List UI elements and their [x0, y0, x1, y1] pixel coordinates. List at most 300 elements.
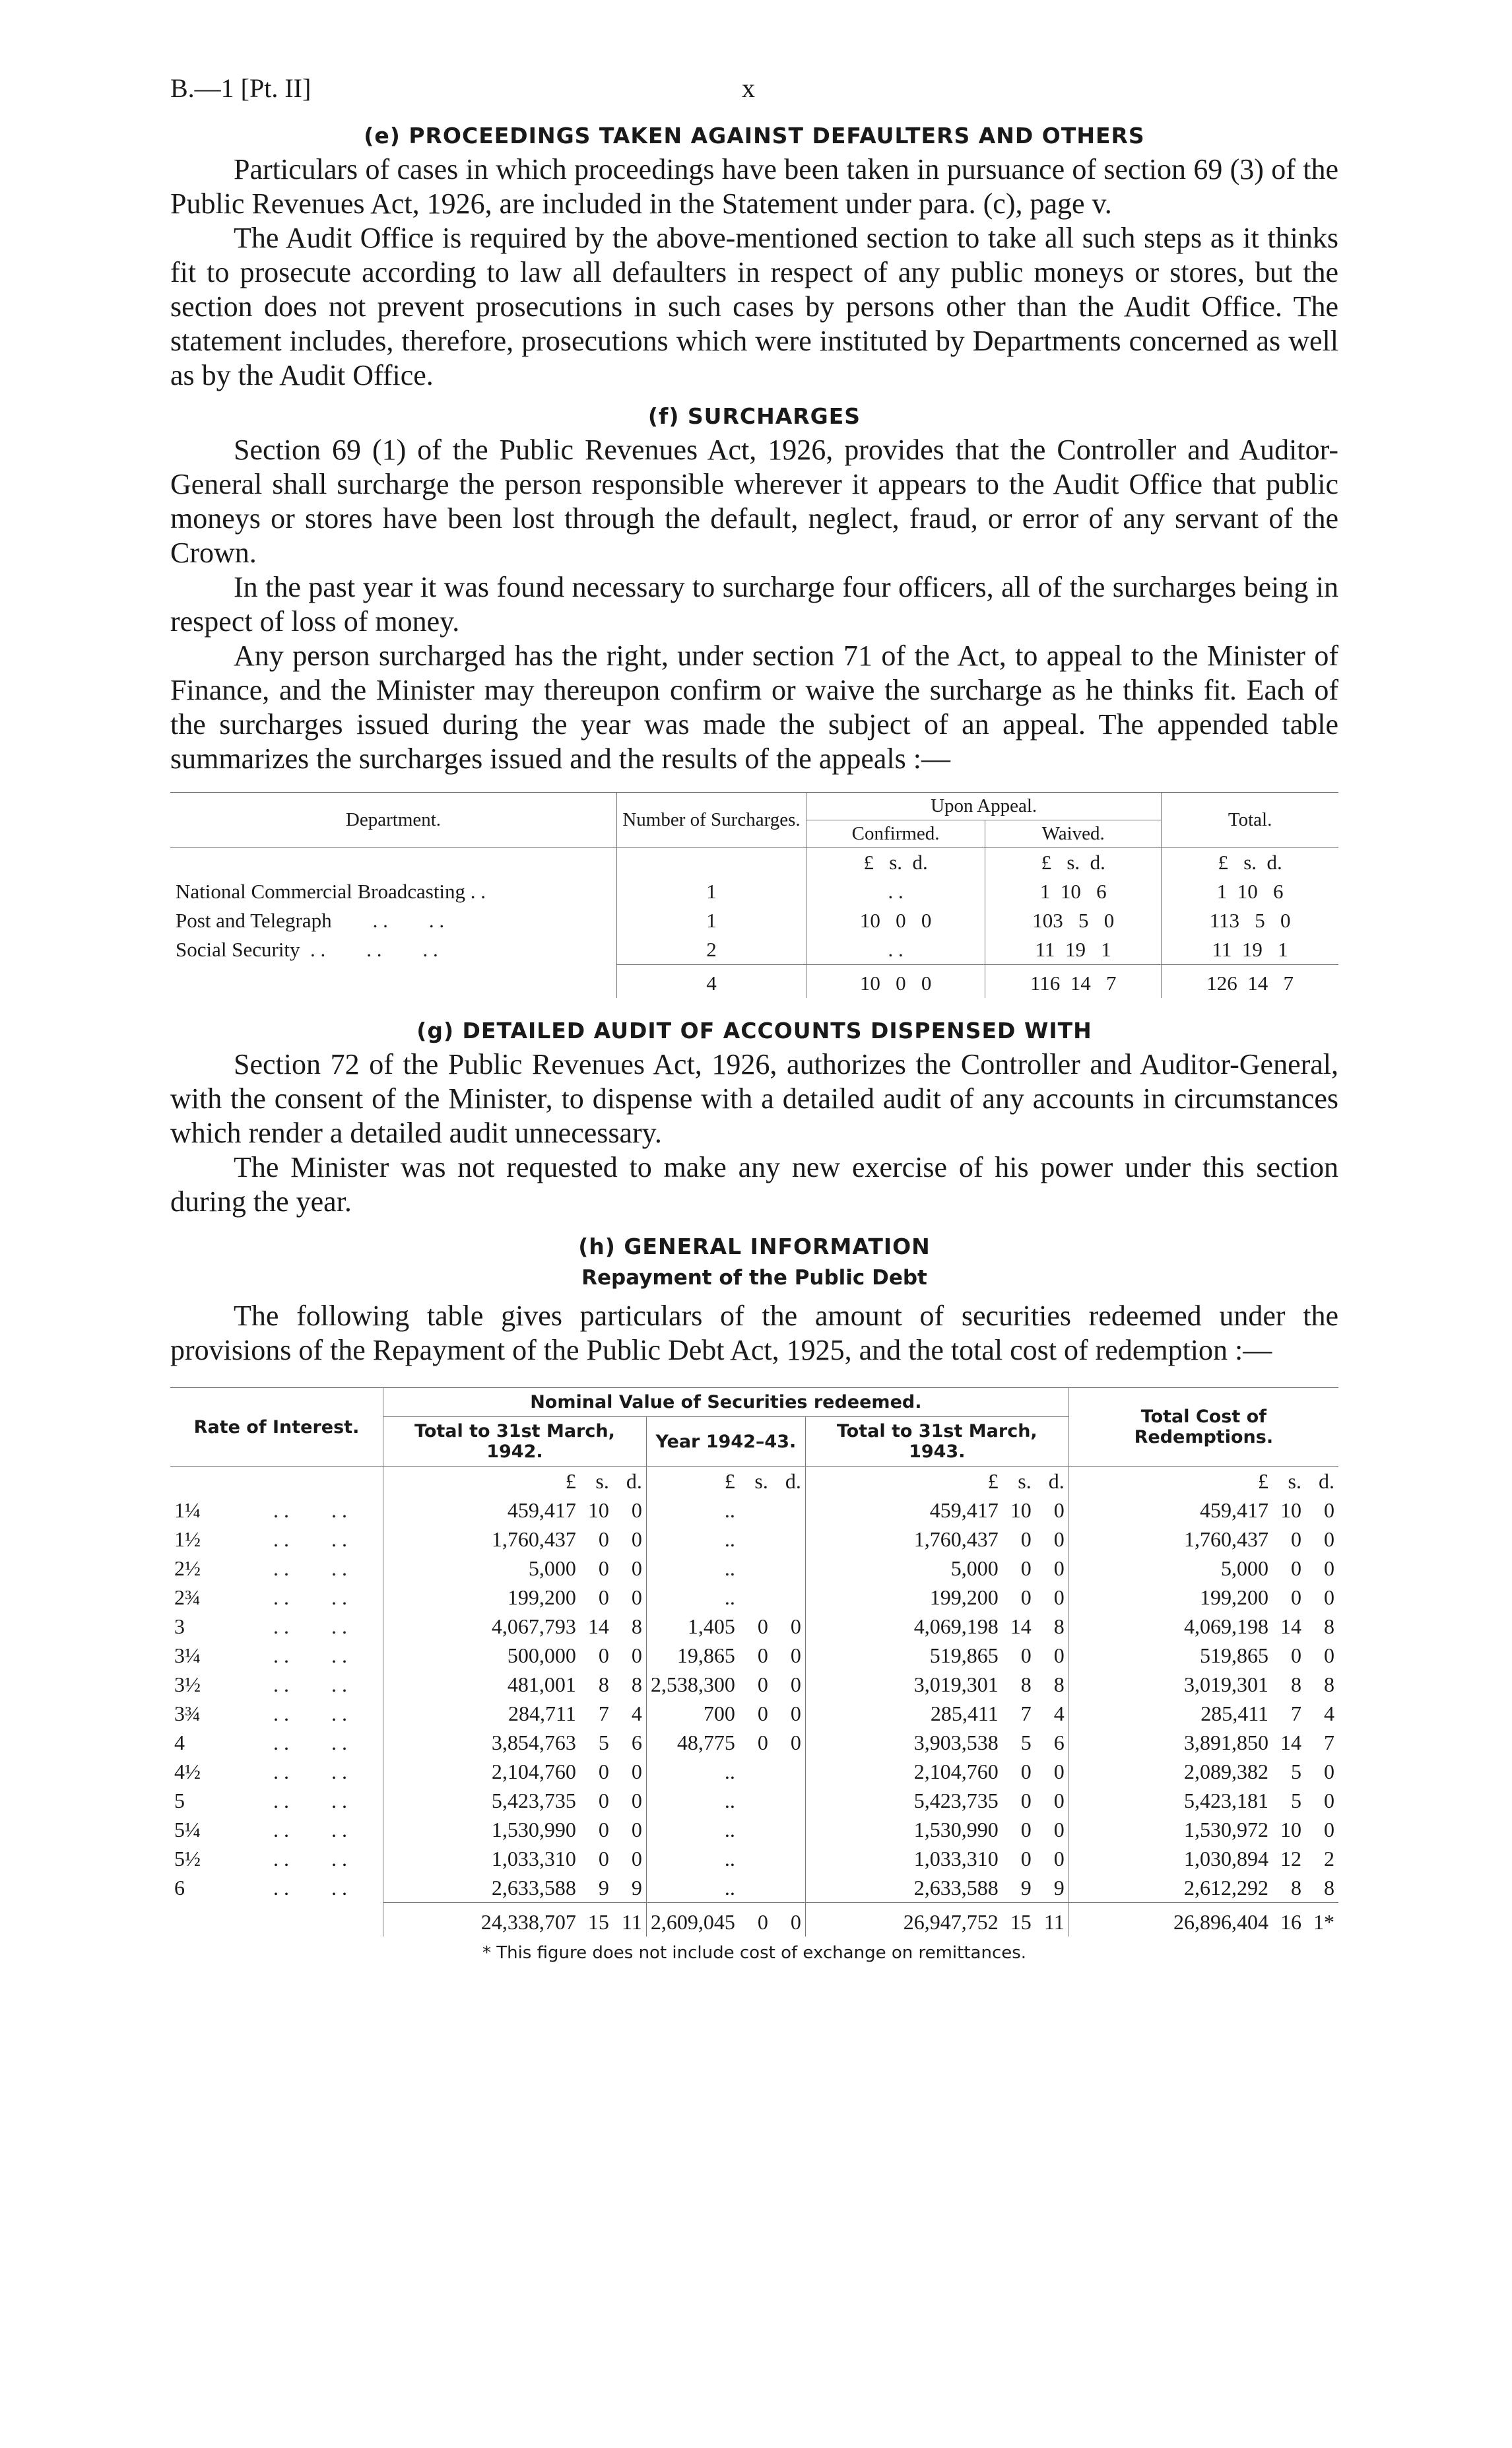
pence-cell: 0 — [1324, 1818, 1334, 1841]
pence-cell: 0 — [631, 1498, 642, 1522]
section-f-heading: (f) SURCHARGES — [647, 403, 861, 429]
table-row — [170, 1496, 1338, 1525]
shillings-cell: 9 — [1020, 1876, 1032, 1900]
number-cell: 1 — [617, 877, 806, 906]
rate-cell — [170, 1815, 383, 1844]
grand-total: 126 14 7 — [1162, 965, 1338, 999]
pounds-cell: 5,000 — [805, 1554, 1002, 1583]
total-cell: 11 19 1 — [1162, 935, 1338, 965]
pence-cell: 9 — [631, 1876, 642, 1900]
units-row — [170, 1467, 1338, 1496]
pence-cell — [772, 1786, 806, 1815]
pounds-cell: .. — [646, 1525, 739, 1554]
pounds-cell: 1,033,310 — [383, 1844, 580, 1873]
table-row — [170, 1641, 1338, 1670]
surcharges-table — [170, 792, 1338, 998]
debt-repayment-table — [170, 1387, 1338, 1936]
pence-cell: 0 — [1053, 1760, 1065, 1783]
pence-cell: 0 — [790, 1643, 801, 1667]
rate-cell — [170, 1844, 383, 1873]
rate-value: 4½ — [174, 1760, 201, 1783]
pence-cell: 0 — [1324, 1556, 1334, 1580]
pounds-cell: 2,538,300 — [646, 1670, 739, 1699]
leader-dots: . . . . — [273, 1702, 347, 1725]
pounds-cell: 2,612,292 — [1068, 1873, 1272, 1903]
pence-cell: 7 — [1324, 1731, 1334, 1754]
pence-cell: 0 — [631, 1527, 642, 1551]
pence-cell: 0 — [1053, 1818, 1065, 1841]
pounds-cell: 5,423,181 — [1068, 1786, 1272, 1815]
col-total-cost: Total Cost of Redemptions. — [1068, 1388, 1338, 1467]
table-row — [170, 1786, 1338, 1815]
shillings-cell: 10 — [587, 1498, 609, 1522]
shillings-cell: 0 — [1020, 1789, 1032, 1812]
shillings-cell: 0 — [1020, 1760, 1032, 1783]
col-waived: Waived. — [985, 820, 1162, 848]
pounds-cell: 459,417 — [805, 1496, 1002, 1525]
pence-cell: 4 — [1324, 1702, 1334, 1725]
pounds-cell: 2,633,588 — [383, 1873, 580, 1903]
col-year-1942-43: Year 1942–43. — [646, 1417, 805, 1467]
pounds-cell: .. — [646, 1583, 739, 1612]
pounds-cell: 26,896,404 — [1068, 1903, 1272, 1937]
pence-cell — [772, 1583, 806, 1612]
pounds-cell: 2,633,588 — [805, 1873, 1002, 1903]
pounds-cell: 4,069,198 — [805, 1612, 1002, 1641]
shillings-cell: 12 — [1280, 1847, 1301, 1870]
shillings-cell: 14 — [587, 1614, 609, 1638]
pounds-cell: 1,760,437 — [805, 1525, 1002, 1554]
table-row — [170, 1554, 1338, 1583]
pounds-cell: 2,089,382 — [1068, 1757, 1272, 1786]
totals-row — [170, 965, 1338, 999]
pounds-cell: 199,200 — [1068, 1583, 1272, 1612]
pence-cell: 0 — [631, 1585, 642, 1609]
rate-cell — [170, 1757, 383, 1786]
pounds-cell: 5,423,735 — [383, 1786, 580, 1815]
rate-value: 5½ — [174, 1847, 201, 1870]
pence-cell — [772, 1815, 806, 1844]
pence-cell — [772, 1525, 806, 1554]
shillings-cell: 0 — [1291, 1527, 1301, 1551]
shillings-cell: 0 — [1020, 1847, 1032, 1870]
shillings-cell — [739, 1786, 772, 1815]
pence-cell: 0 — [1053, 1527, 1065, 1551]
pounds-cell: 3,019,301 — [805, 1670, 1002, 1699]
pounds-cell: 459,417 — [1068, 1496, 1272, 1525]
pounds-cell: 4,069,198 — [1068, 1612, 1272, 1641]
pounds-cell: 1,530,990 — [805, 1815, 1002, 1844]
pounds-cell: 500,000 — [383, 1641, 580, 1670]
pounds-cell: .. — [646, 1554, 739, 1583]
unit-pound: £ — [1068, 1467, 1272, 1496]
leader-dots: . . . . — [273, 1847, 347, 1870]
department-cell: Post and Telegraph . . . . — [176, 909, 445, 932]
section-e-paragraph-2: The Audit Office is required by the above-mentioned section to take all such steps as it thinks fit to prosecute according to law all defaulters in respect of any public moneys or stores, but the section does not prevent prosecutions in such cases by persons other than the Audit Office. The statement includes, therefore, prosecutions which were instituted by Departments concerned as well as by the Audit Office. — [170, 222, 1338, 391]
pence-cell: 8 — [631, 1672, 642, 1696]
shillings-cell: 0 — [1020, 1643, 1032, 1667]
pence-cell: 0 — [631, 1760, 642, 1783]
total-cell: 113 5 0 — [1162, 906, 1338, 935]
pounds-cell: 199,200 — [383, 1583, 580, 1612]
shillings-cell: 10 — [1280, 1498, 1301, 1522]
table-row — [170, 1757, 1338, 1786]
pence-cell — [772, 1873, 806, 1903]
pounds-cell: 1,405 — [646, 1612, 739, 1641]
section-f-paragraph-1: Section 69 (1) of the Public Revenues Act, 1926, provides that the Controller and Auditor-General shall surcharge the person responsible wherever it appears to the Audit Office that public moneys or stores have been lost through the default, neglect, fraud, or error of any servant of the Crown. — [170, 434, 1338, 569]
units-label: £ s. d. — [985, 848, 1162, 878]
pence-cell: 0 — [631, 1643, 642, 1667]
table-row — [170, 1583, 1338, 1612]
waived-cell: 1 10 6 — [985, 877, 1162, 906]
shillings-cell: 16 — [1272, 1903, 1305, 1937]
rate-cell — [170, 1728, 383, 1757]
shillings-cell — [739, 1844, 772, 1873]
unit-shilling: s. — [1288, 1469, 1301, 1493]
section-h-heading: (h) GENERAL INFORMATION — [578, 1234, 931, 1259]
unit-shilling: s. — [595, 1469, 609, 1493]
rate-cell — [170, 1554, 383, 1583]
pence-cell: 0 — [790, 1731, 801, 1754]
document-reference: B.—1 [Pt. II] — [170, 73, 312, 103]
pence-cell: 0 — [1324, 1643, 1334, 1667]
rate-value: 3½ — [174, 1672, 201, 1696]
shillings-cell: 0 — [1020, 1818, 1032, 1841]
pence-cell: 0 — [1053, 1556, 1065, 1580]
pounds-cell: 24,338,707 — [383, 1903, 580, 1937]
pence-cell: 11 — [613, 1903, 647, 1937]
unit-pound: £ — [646, 1467, 739, 1496]
pounds-cell: 19,865 — [646, 1641, 739, 1670]
leader-dots: . . . . — [273, 1760, 347, 1783]
unit-shilling: s. — [754, 1469, 768, 1493]
pence-cell: 1* — [1305, 1903, 1338, 1937]
section-f-paragraph-3: Any person surcharged has the right, under section 71 of the Act, to appeal to the Minister of Finance, and the Minister may thereupon confirm or waive the surcharge as he thinks fit. Each of the surcharges issued during the year was made the subject of an appeal. The appended table summarizes the surcharges issued and the results of the appeals :— — [170, 640, 1338, 775]
table-row — [170, 906, 1338, 935]
rate-value: 4 — [174, 1731, 185, 1754]
shillings-cell: 7 — [598, 1702, 609, 1725]
table-row — [170, 1844, 1338, 1873]
table-row — [170, 1612, 1338, 1641]
rate-value: 2½ — [174, 1556, 201, 1580]
total-number: 4 — [617, 965, 806, 999]
shillings-cell: 0 — [757, 1614, 768, 1638]
shillings-cell — [739, 1757, 772, 1786]
shillings-cell: 15 — [580, 1903, 613, 1937]
shillings-cell: 0 — [757, 1643, 768, 1667]
totals-row — [170, 1903, 1338, 1937]
pounds-cell: 459,417 — [383, 1496, 580, 1525]
pence-cell: 0 — [1053, 1643, 1065, 1667]
shillings-cell: 0 — [757, 1731, 768, 1754]
shillings-cell: 5 — [1291, 1789, 1301, 1812]
pence-cell: 0 — [1053, 1498, 1065, 1522]
shillings-cell: 0 — [1291, 1585, 1301, 1609]
pounds-cell: 48,775 — [646, 1728, 739, 1757]
footnote: * This figure does not include cost of exchange on remittances. — [482, 1943, 1027, 1963]
shillings-cell: 10 — [1010, 1498, 1032, 1522]
rate-cell — [170, 1786, 383, 1815]
pounds-cell: 4,067,793 — [383, 1612, 580, 1641]
pence-cell: 0 — [1324, 1498, 1334, 1522]
shillings-cell — [739, 1815, 772, 1844]
pence-cell: 0 — [790, 1672, 801, 1696]
col-total: Total. — [1162, 793, 1338, 848]
rate-value: 3 — [174, 1614, 185, 1638]
unit-pence: d. — [1048, 1469, 1065, 1493]
pounds-cell: .. — [646, 1815, 739, 1844]
pence-cell: 0 — [631, 1789, 642, 1812]
total-confirmed: 10 0 0 — [806, 965, 985, 999]
leader-dots: . . . . — [273, 1818, 347, 1841]
shillings-cell: 0 — [598, 1847, 609, 1870]
section-h-subheading: Repayment of the Public Debt — [581, 1266, 927, 1290]
shillings-cell — [739, 1583, 772, 1612]
shillings-cell: 0 — [598, 1760, 609, 1783]
leader-dots: . . . . — [273, 1876, 347, 1900]
rate-value: 3¾ — [174, 1702, 201, 1725]
pence-cell: 4 — [631, 1702, 642, 1725]
shillings-cell: 0 — [1291, 1643, 1301, 1667]
table-row — [170, 1728, 1338, 1757]
table-row — [170, 935, 1338, 965]
pounds-cell: 700 — [646, 1699, 739, 1728]
pounds-cell: 3,891,850 — [1068, 1728, 1272, 1757]
shillings-cell: 0 — [598, 1643, 609, 1667]
pence-cell: 8 — [1053, 1614, 1065, 1638]
pounds-cell: 1,530,990 — [383, 1815, 580, 1844]
shillings-cell: 0 — [739, 1903, 772, 1937]
rate-value: 5 — [174, 1789, 185, 1812]
leader-dots: . . . . — [273, 1527, 347, 1551]
pounds-cell: 2,104,760 — [383, 1757, 580, 1786]
confirmed-cell: . . — [806, 877, 985, 906]
leader-dots: . . . . — [273, 1498, 347, 1522]
confirmed-cell: . . — [806, 935, 985, 965]
pounds-cell: 481,001 — [383, 1670, 580, 1699]
number-cell: 1 — [617, 906, 806, 935]
shillings-cell: 9 — [598, 1876, 609, 1900]
col-nominal-value: Nominal Value of Securities redeemed. — [383, 1388, 1069, 1417]
pence-cell: 0 — [1324, 1789, 1334, 1812]
shillings-cell — [739, 1496, 772, 1525]
pounds-cell: 1,530,972 — [1068, 1815, 1272, 1844]
shillings-cell: 0 — [757, 1702, 768, 1725]
rate-value: 6 — [174, 1876, 185, 1900]
shillings-cell: 0 — [598, 1789, 609, 1812]
shillings-cell: 14 — [1280, 1731, 1301, 1754]
shillings-cell: 0 — [1020, 1585, 1032, 1609]
pence-cell: 9 — [1053, 1876, 1065, 1900]
table-row — [170, 1873, 1338, 1903]
pounds-cell: 1,030,894 — [1068, 1844, 1272, 1873]
section-g-paragraph-1: Section 72 of the Public Revenues Act, 1926, authorizes the Controller and Auditor-General, with the consent of the Minister, to dispense with a detailed audit of any accounts in circumstances which render a detailed audit unnecessary. — [170, 1048, 1338, 1149]
pence-cell: 11 — [1035, 1903, 1069, 1937]
rate-value: 1¼ — [174, 1498, 201, 1522]
unit-pound: £ — [805, 1467, 1002, 1496]
shillings-cell: 5 — [1291, 1760, 1301, 1783]
pounds-cell: .. — [646, 1757, 739, 1786]
rate-cell — [170, 1670, 383, 1699]
pounds-cell: 3,903,538 — [805, 1728, 1002, 1757]
pence-cell: 8 — [1324, 1876, 1334, 1900]
pounds-cell: 2,104,760 — [805, 1757, 1002, 1786]
pence-cell: 8 — [1324, 1614, 1334, 1638]
leader-dots: . . . . — [273, 1643, 347, 1667]
leader-dots: . . . . — [273, 1614, 347, 1638]
shillings-cell: 7 — [1291, 1702, 1301, 1725]
rate-cell — [170, 1525, 383, 1554]
pence-cell: 0 — [772, 1903, 806, 1937]
shillings-cell: 8 — [1020, 1672, 1032, 1696]
pence-cell — [772, 1844, 806, 1873]
total-cell: 1 10 6 — [1162, 877, 1338, 906]
confirmed-cell: 10 0 0 — [806, 906, 985, 935]
pence-cell: 0 — [631, 1818, 642, 1841]
section-f-paragraph-2: In the past year it was found necessary to surcharge four officers, all of the surcharges being in respect of loss of money. — [170, 571, 1338, 638]
shillings-cell: 0 — [1020, 1556, 1032, 1580]
pence-cell: 0 — [1324, 1527, 1334, 1551]
debt-table-body — [170, 1467, 1338, 1937]
rate-value: 2¾ — [174, 1585, 201, 1609]
col-upon-appeal: Upon Appeal. — [806, 793, 1162, 820]
pounds-cell: 1,033,310 — [805, 1844, 1002, 1873]
unit-shilling: s. — [1018, 1469, 1032, 1493]
col-number: Number of Surcharges. — [617, 793, 806, 848]
pence-cell: 0 — [631, 1556, 642, 1580]
totals-label-cell — [170, 1903, 383, 1937]
shillings-cell: 7 — [1020, 1702, 1032, 1725]
pence-cell: 0 — [790, 1614, 801, 1638]
rate-cell — [170, 1583, 383, 1612]
units-label: £ s. d. — [1162, 848, 1338, 878]
rate-cell — [170, 1699, 383, 1728]
section-g-paragraph-2: The Minister was not requested to make any new exercise of his power under this section during the year. — [170, 1151, 1338, 1218]
waived-cell: 11 19 1 — [985, 935, 1162, 965]
pounds-cell: 5,000 — [383, 1554, 580, 1583]
shillings-cell: 8 — [1291, 1672, 1301, 1696]
shillings-cell: 5 — [598, 1731, 609, 1754]
shillings-cell: 14 — [1280, 1614, 1301, 1638]
pence-cell: 0 — [631, 1847, 642, 1870]
pence-cell: 6 — [1053, 1731, 1065, 1754]
pence-cell — [772, 1496, 806, 1525]
pounds-cell: 1,760,437 — [383, 1525, 580, 1554]
section-e-paragraph-1: Particulars of cases in which proceedings have been taken in pursuance of section 69 (3) of the Public Revenues Act, 1926, are included in the Statement under para. (c), page v. — [170, 153, 1338, 220]
table-row — [170, 1670, 1338, 1699]
pence-cell — [772, 1554, 806, 1583]
pounds-cell: 199,200 — [805, 1583, 1002, 1612]
pounds-cell: .. — [646, 1786, 739, 1815]
pounds-cell: .. — [646, 1844, 739, 1873]
rate-cell — [170, 1496, 383, 1525]
shillings-cell: 0 — [598, 1585, 609, 1609]
shillings-cell — [739, 1525, 772, 1554]
pence-cell: 0 — [790, 1702, 801, 1725]
col-department: Department. — [170, 793, 617, 848]
pounds-cell: 285,411 — [1068, 1699, 1272, 1728]
pence-cell: 8 — [1324, 1672, 1334, 1696]
table-row — [170, 1699, 1338, 1728]
pounds-cell: 285,411 — [805, 1699, 1002, 1728]
unit-pence: d. — [785, 1469, 801, 1493]
pounds-cell: .. — [646, 1496, 739, 1525]
table-row — [170, 1815, 1338, 1844]
pence-cell: 4 — [1053, 1702, 1065, 1725]
pounds-cell: 2,609,045 — [646, 1903, 739, 1937]
rate-cell — [170, 1873, 383, 1903]
units-row — [170, 848, 1338, 878]
pounds-cell: 519,865 — [805, 1641, 1002, 1670]
shillings-cell: 10 — [1280, 1818, 1301, 1841]
pounds-cell: 519,865 — [1068, 1641, 1272, 1670]
department-cell: National Commercial Broadcasting . . — [176, 880, 486, 903]
number-cell: 2 — [617, 935, 806, 965]
pounds-cell: 284,711 — [383, 1699, 580, 1728]
shillings-cell: 0 — [598, 1556, 609, 1580]
shillings-cell: 0 — [598, 1818, 609, 1841]
col-total-1943: Total to 31st March, 1943. — [805, 1417, 1068, 1467]
unit-pound: £ — [383, 1467, 580, 1496]
rate-value: 5¼ — [174, 1818, 201, 1841]
department-cell: Social Security . . . . . . — [176, 938, 438, 962]
shillings-cell: 5 — [1020, 1731, 1032, 1754]
pence-cell: 8 — [1053, 1672, 1065, 1696]
col-confirmed: Confirmed. — [806, 820, 985, 848]
table-row — [170, 877, 1338, 906]
shillings-cell: 0 — [1020, 1527, 1032, 1551]
shillings-cell — [739, 1554, 772, 1583]
pounds-cell: 3,854,763 — [383, 1728, 580, 1757]
units-label: £ s. d. — [806, 848, 985, 878]
pounds-cell: 5,000 — [1068, 1554, 1272, 1583]
shillings-cell: 8 — [598, 1672, 609, 1696]
rate-value: 3¼ — [174, 1643, 201, 1667]
pence-cell: 0 — [1053, 1847, 1065, 1870]
waived-cell: 103 5 0 — [985, 906, 1162, 935]
section-e-heading: (e) PROCEEDINGS TAKEN AGAINST DEFAULTERS AND OTHERS — [364, 123, 1145, 149]
total-waived: 116 14 7 — [985, 965, 1162, 999]
pounds-cell: .. — [646, 1873, 739, 1903]
shillings-cell: 0 — [1291, 1556, 1301, 1580]
leader-dots: . . . . — [273, 1731, 347, 1754]
leader-dots: . . . . — [273, 1672, 347, 1696]
unit-pence: d. — [626, 1469, 642, 1493]
section-h-paragraph-1: The following table gives particulars of the amount of securities redeemed under the provisions of the Repayment of the Public Debt Act, 1925, and the total cost of redemption :— — [170, 1300, 1338, 1366]
pounds-cell: 1,760,437 — [1068, 1525, 1272, 1554]
shillings-cell: 8 — [1291, 1876, 1301, 1900]
col-rate: Rate of Interest. — [170, 1388, 383, 1467]
section-g-heading: (g) DETAILED AUDIT OF ACCOUNTS DISPENSED WITH — [416, 1018, 1092, 1043]
leader-dots: . . . . — [273, 1585, 347, 1609]
shillings-cell: 0 — [598, 1527, 609, 1551]
shillings-cell — [739, 1873, 772, 1903]
pounds-cell: 3,019,301 — [1068, 1670, 1272, 1699]
shillings-cell: 0 — [757, 1672, 768, 1696]
pence-cell: 6 — [631, 1731, 642, 1754]
pounds-cell: 5,423,735 — [805, 1786, 1002, 1815]
pence-cell: 2 — [1324, 1847, 1334, 1870]
unit-pence: d. — [1319, 1469, 1334, 1493]
pence-cell: 0 — [1324, 1760, 1334, 1783]
pence-cell — [772, 1757, 806, 1786]
leader-dots: . . . . — [273, 1556, 347, 1580]
rate-value: 1½ — [174, 1527, 201, 1551]
pence-cell: 0 — [1053, 1789, 1065, 1812]
page-number: x — [742, 73, 755, 103]
shillings-cell: 14 — [1010, 1614, 1032, 1638]
pounds-cell: 26,947,752 — [805, 1903, 1002, 1937]
